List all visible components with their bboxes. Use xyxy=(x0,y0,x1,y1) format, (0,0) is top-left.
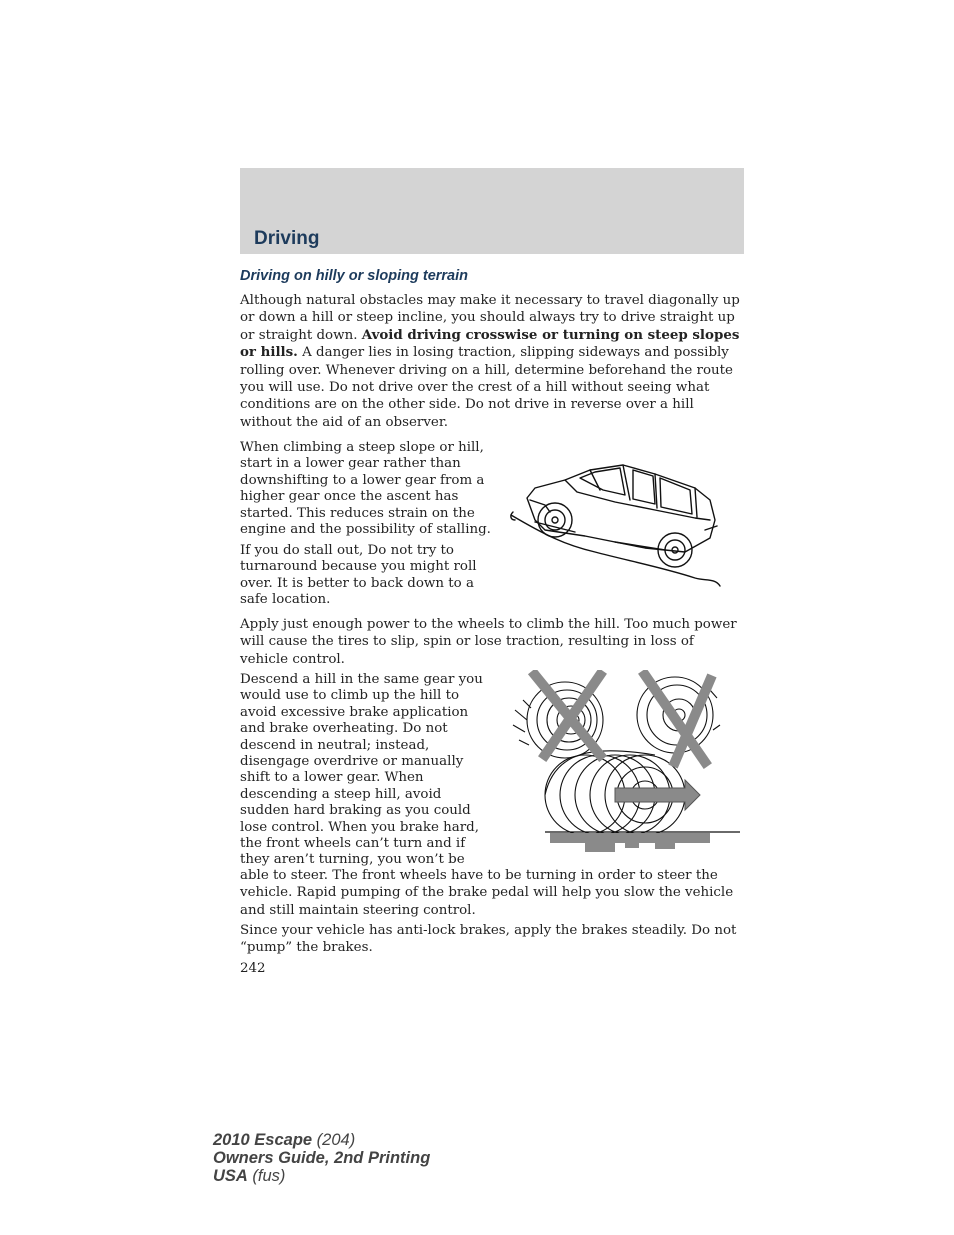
wheel-sliding-illustration xyxy=(505,670,745,860)
paragraph-descend: Descend a hill in the same gear you would use to climb up the hill to avoid excessive brake application and brake overheating. Do not descend in neutral; instead, disengage overdrive or manually shift to a lower gear. When descending a steep hill, avoid sudden hard braking as you could lose control. When you brake hard, the front wheels can’t turn and if they aren’t turning, you won’t be xyxy=(240,672,483,868)
footer-model-line xyxy=(213,1131,430,1149)
section-header-band xyxy=(240,168,744,254)
footer-model-code: (204) xyxy=(312,1131,356,1149)
footer-guide: Owners Guide, 2nd Printing xyxy=(213,1149,431,1167)
footer-market-line xyxy=(213,1167,430,1185)
footer-market-code: (fus) xyxy=(247,1167,286,1185)
paragraph-hill-driving-warning: Avoid driving crosswise or turning on steep slopes or hills. xyxy=(240,326,740,361)
page-number: 242 xyxy=(240,961,266,976)
section-title: Driving xyxy=(254,228,320,249)
paragraph-hill-driving-rest: A danger lies in losing traction, slipping sideways and possibly rolling over. Whenever driving on a hill, determine beforehand the route you will use. Do not drive over the crest of a hill without seeing what conditions are on the other side. Do not drive in reverse over a hill without the aid of an observer. xyxy=(240,345,733,430)
paragraph-anti-lock: Since your vehicle has anti-lock brakes, apply the brakes steadily. Do not “pump” the brakes. xyxy=(240,923,737,956)
paragraph-stall: If you do stall out, Do not try to turnaround because you might roll over. It is better to back down to a safe location. xyxy=(240,543,477,608)
suv-on-slope-illustration xyxy=(505,460,730,590)
paragraph-hill-driving-intro: Although natural obstacles may make it necessary to travel diagonally up or down a hill or steep incline, you should always try to drive straight up or straight down. xyxy=(240,293,740,343)
paragraph-power: Apply just enough power to the wheels to climb the hill. Too much power will cause the tires to slip, spin or lose traction, resulting in loss of vehicle control. xyxy=(240,617,737,667)
document-footer xyxy=(213,1131,430,1185)
footer-model: 2010 Escape xyxy=(213,1131,313,1149)
footer-market: USA xyxy=(213,1167,248,1185)
paragraph-steer: able to steer. The front wheels have to be turning in order to steer the vehicle. Rapid pumping of the brake pedal will help you slow the vehicle and still maintain steering control. xyxy=(240,868,734,918)
paragraph-hill-driving xyxy=(240,292,744,431)
subheading: Driving on hilly or sloping terrain xyxy=(240,268,468,284)
paragraph-climbing: When climbing a steep slope or hill, start in a lower gear rather than downshifting to a lower gear from a higher gear once the ascent has started. This reduces strain on the engine and the possibility of stalling. xyxy=(240,440,491,538)
